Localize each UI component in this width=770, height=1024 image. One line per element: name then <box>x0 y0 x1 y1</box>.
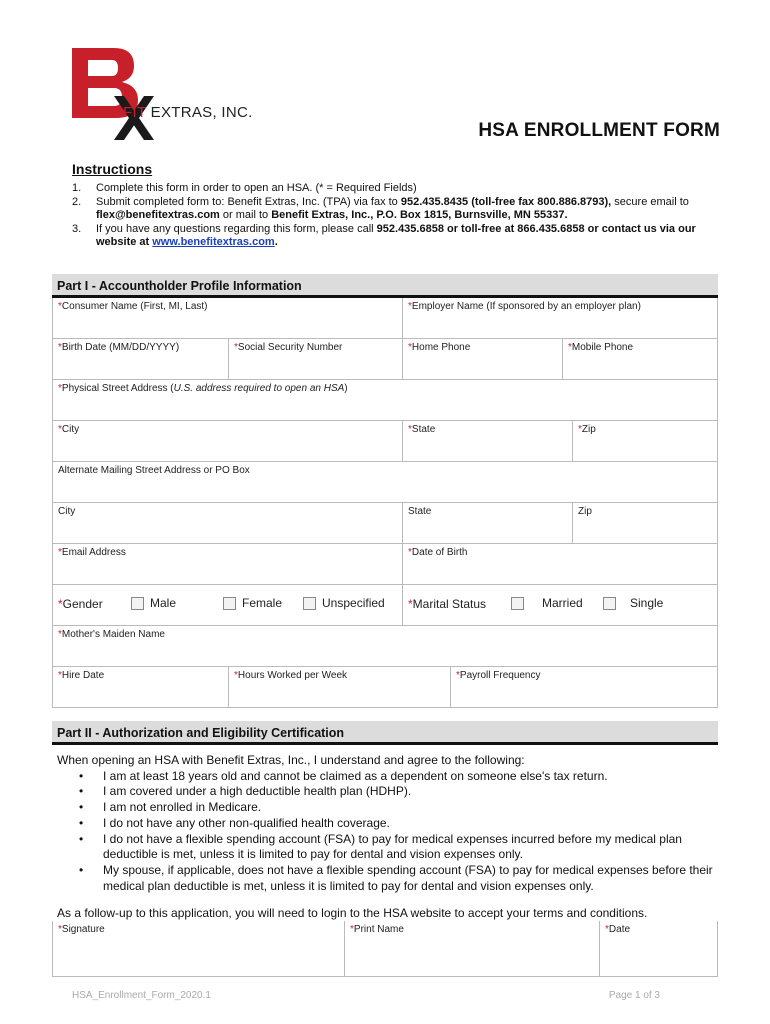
alt-address-field[interactable]: Alternate Mailing Street Address or PO Box <box>53 462 718 502</box>
alt-zip-field[interactable]: Zip <box>573 503 718 543</box>
city-field[interactable]: *City <box>53 421 403 461</box>
marital-married-checkbox[interactable]: Married <box>511 596 583 610</box>
form-id: HSA_Enrollment_Form_2020.1 <box>72 990 211 1001</box>
website-link[interactable]: www.benefitextras.com <box>152 236 275 248</box>
list-item: • I am at least 18 years old and cannot be claimed as a dependent on someone else's tax return. <box>57 769 717 785</box>
payroll-frequency-field[interactable]: *Payroll Frequency <box>451 667 718 707</box>
instructions-list <box>72 182 728 250</box>
hire-date-field[interactable]: *Hire Date <box>53 667 229 707</box>
consumer-name-field[interactable]: *Consumer Name (First, MI, Last) <box>53 298 403 338</box>
zip-field[interactable]: *Zip <box>573 421 718 461</box>
ssn-field[interactable]: *Social Security Number <box>229 339 403 379</box>
mothers-maiden-name-field[interactable]: *Mother's Maiden Name <box>53 626 718 666</box>
signature-field[interactable]: *Signature <box>53 921 345 977</box>
employer-name-field[interactable]: *Employer Name (If sponsored by an employer plan) <box>403 298 718 338</box>
auth-intro: When opening an HSA with Benefit Extras, Inc., I understand and agree to the following: <box>57 753 525 767</box>
marital-single-checkbox[interactable]: Single <box>603 596 663 610</box>
hours-worked-field[interactable]: *Hours Worked per Week <box>229 667 451 707</box>
email-field[interactable]: *Email Address <box>53 544 403 584</box>
gender-female-checkbox[interactable]: Female <box>223 596 282 610</box>
instruction-item: 2. Submit completed form to: Benefit Extras, Inc. (TPA) via fax to 952.435.8435 (toll-free fax 800.886.8793), secure email to flex@benefitextras.com or mail to Benefit Extras, Inc., P.O. Box 1815, Burnsville, MN 55337. <box>72 195 689 221</box>
state-field[interactable]: *State <box>403 421 573 461</box>
list-item: • I do not have a flexible spending account (FSA) to pay for medical expenses incurred before my medical plan deductible is met, unless it is limited to pay for dental and vision expenses only. <box>57 832 717 863</box>
gender-unspecified-checkbox[interactable]: Unspecified <box>303 596 385 610</box>
part2-section <box>52 721 718 745</box>
form-title: HSA ENROLLMENT FORM <box>478 120 720 141</box>
instruction-item: 3. If you have any questions regarding this form, please call 952.435.6858 or toll-free at 866.435.6858 or contact us via our website at www.benefitextras.com. <box>72 222 696 248</box>
email-address: flex@benefitextras.com <box>96 209 220 221</box>
part1-section <box>52 274 718 708</box>
list-item: • I do not have any other non-qualified health coverage. <box>57 816 717 832</box>
print-name-field[interactable]: *Print Name <box>345 921 600 977</box>
certification-list <box>57 769 717 895</box>
home-phone-field[interactable]: *Home Phone <box>403 339 563 379</box>
list-item: • My spouse, if applicable, does not have a flexible spending account (FSA) to pay for medical expenses before their medical plan deductible is met, unless it is limited to pay for dental and vision expenses only. <box>57 863 717 894</box>
followup-text: As a follow-up to this application, you will need to login to the HSA website to accept your terms and conditions. <box>57 906 648 920</box>
alt-city-field[interactable]: City <box>53 503 403 543</box>
gender-field: *Gender Male Female Unspecified <box>53 585 403 625</box>
date-of-birth-field[interactable]: *Date of Birth <box>403 544 718 584</box>
gender-male-checkbox[interactable]: Male <box>131 596 176 610</box>
page-number: Page 1 of 3 <box>608 990 660 1001</box>
list-item: • I am not enrolled in Medicare. <box>57 800 717 816</box>
physical-address-field[interactable]: *Physical Street Address (U.S. address required to open an HSA) <box>53 380 718 420</box>
mobile-phone-field[interactable]: *Mobile Phone <box>563 339 718 379</box>
benefit-extras-logo <box>62 44 292 144</box>
signature-grid <box>52 921 718 977</box>
part2-header: Part II - Authorization and Eligibility Certification <box>52 721 718 745</box>
authorization-text <box>57 753 717 894</box>
birth-date-field[interactable]: *Birth Date (MM/DD/YYYY) <box>53 339 229 379</box>
instructions-heading: Instructions <box>72 161 153 177</box>
date-field[interactable]: *Date <box>600 921 718 977</box>
list-item: • I am covered under a high deductible health plan (HDHP). <box>57 784 717 800</box>
alt-state-field[interactable]: State <box>403 503 573 543</box>
logo-wordmark: BENEFIT EXTRAS, INC. <box>81 104 253 121</box>
part1-header: Part I - Accountholder Profile Information <box>52 274 718 298</box>
marital-status-field: *Marital Status Married Single <box>403 585 718 625</box>
profile-grid <box>52 298 718 708</box>
instruction-item: 1. Complete this form in order to open an HSA. (* = Required Fields) <box>72 182 417 194</box>
